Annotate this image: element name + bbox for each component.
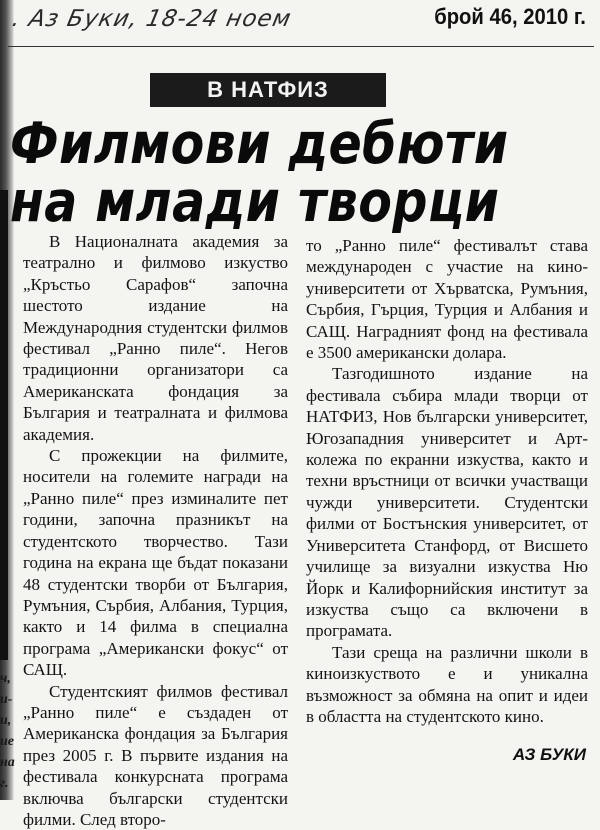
headline-line-1: Филмови дебюти [10,111,509,177]
issue-number: брой 46, 2010 г. [434,4,586,29]
article-headline [10,111,598,235]
previous-article-dark-edge [0,190,8,660]
top-divider [8,46,594,47]
author-signature: АЗ БУКИ [512,745,586,764]
paragraph: С прожекции на филмите, носители на големите награди на „Ранно пиле“ през изминалите пет години, започна празникът на студентското творчество. Тази година на екрана ще бъдат показани 48 студентски творби от България, Румъния, Сърбия, Албания, Турция, както и 14 филма в специална програма „Американски фокус“ от САЩ. [23,446,288,680]
article-right-column [306,235,588,727]
paragraph: Тазгодишното издание на фестивала събира млади творци от НАТФИЗ, Нов български университет, Югозападния университет и Арт-колежа по екранни изкуства, както и техни връстници от всички участващи чужди университети. Студентски филми от Бостънския университет, от Университета Станфорд, от Висшето училище за визуални изкуства Ню Йорк и Калифорнийския институт за изкуства също са включени в програмата. [306,364,588,641]
paragraph: Студентският филмов фестивал „Ранно пиле“ е създаден от Американска фондация за България през 2005 г. В първите издания на фестивала конкурсната програма включва български студентски филми. След второ- [23,681,288,829]
headline-line-2: на млади творци [10,169,500,235]
paragraph: В Националната академия за театрално и филмово изкуство „Кръстьо Сарафов“ започна шестото издание на Международния студентски филмов фестивал „Ранно пиле“. Негов традиционни организатори са Американската фондация за България и театралната и филмова академия. [23,232,288,444]
section-rubric: В НАТФИЗ [150,73,386,107]
previous-article-clipped-text: ч, и- и, ие на г. [0,671,15,791]
paragraph-continuation: то „Ранно пиле“ фестивалът става международен с участие на кино-университети от Хърватска, Румъния, Сърбия, Гърция, Турция и Албания и САЩ. Наградният фонд на фестивала е 3500 американски долара. [306,236,588,363]
article-left-column [23,231,288,830]
paragraph: Тази среща на различни школи в киноизкуството е и уникална възможност за обмяна на опит и идеи в областта на студентското кино. [306,642,588,726]
handwritten-source-note: . Аз Буки, 18-24 ноем [9,6,294,32]
